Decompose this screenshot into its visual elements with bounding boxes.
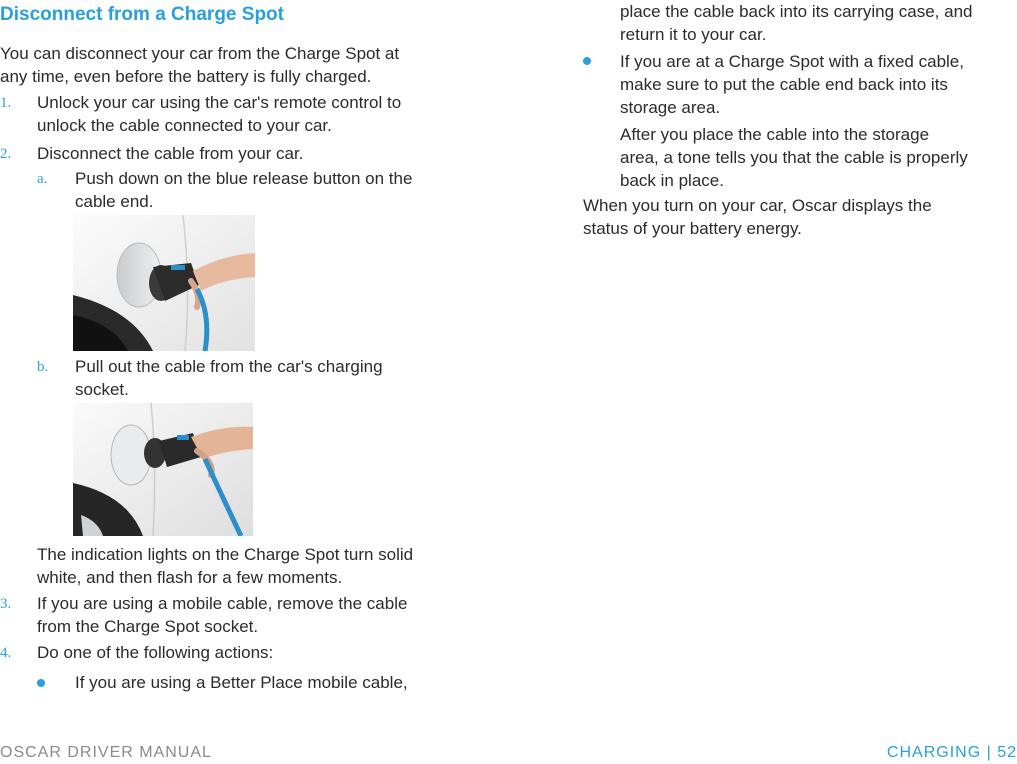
indication-line-2: white, and then flash for a few moments.: [37, 568, 343, 587]
bullet-icon: [37, 679, 45, 687]
indication-line-1: The indication lights on the Charge Spot turn solid: [37, 545, 414, 564]
bullet-2-line-2: make sure to put the cable end back into its: [620, 75, 948, 94]
step-4-number: 4.: [0, 645, 12, 661]
footer-manual-title: OSCAR DRIVER MANUAL: [0, 744, 212, 761]
after-line-2: area, a tone tells you that the cable is properly: [620, 148, 968, 167]
step-3-line-2: from the Charge Spot socket.: [37, 617, 259, 636]
step-3-line-1: If you are using a mobile cable, remove the cable: [37, 594, 408, 613]
step-3-number: 3.: [0, 596, 12, 612]
step-2-line-1: Disconnect the cable from your car.: [37, 144, 304, 163]
sub-b-line-2: socket.: [75, 380, 129, 399]
bullet-2-line-3: storage area.: [620, 98, 721, 117]
photo-push-release-button-drawing: [73, 215, 255, 351]
final-line-1: When you turn on your car, Oscar displays the: [583, 196, 932, 215]
footer-section-page: CHARGING | 52: [886, 744, 1017, 761]
section-heading: Disconnect from a Charge Spot: [0, 4, 284, 25]
photo-push-release-button: [73, 215, 255, 351]
step-1-line-1: Unlock your car using the car's remote control to: [37, 93, 402, 112]
intro-line-1: You can disconnect your car from the Charge Spot at: [0, 44, 400, 63]
continued-line-2: return it to your car.: [620, 25, 767, 44]
step-4-line-1: Do one of the following actions:: [37, 643, 274, 662]
final-line-2: status of your battery energy.: [583, 219, 802, 238]
photo-pull-out-cable: [73, 403, 253, 536]
bullet-1-line-1: If you are using a Better Place mobile cable,: [75, 673, 408, 692]
bullet-2-line-1: If you are at a Charge Spot with a fixed cable,: [620, 52, 964, 71]
continued-line-1: place the cable back into its carrying case, and: [620, 2, 973, 21]
step-1-line-2: unlock the cable connected to your car.: [37, 116, 332, 135]
photo-pull-out-cable-drawing: [73, 403, 253, 536]
sub-b-number: b.: [37, 359, 49, 375]
intro-line-2: any time, even before the battery is fully charged.: [0, 67, 372, 86]
after-line-3: back in place.: [620, 171, 724, 190]
sub-a-line-1: Push down on the blue release button on the: [75, 169, 413, 188]
sub-a-line-2: cable end.: [75, 192, 154, 211]
bullet-icon: [583, 57, 591, 65]
step-2-number: 2.: [0, 146, 12, 162]
step-1-number: 1.: [0, 95, 12, 111]
sub-a-number: a.: [37, 171, 48, 187]
after-line-1: After you place the cable into the storage: [620, 125, 930, 144]
sub-b-line-1: Pull out the cable from the car's charging: [75, 357, 383, 376]
